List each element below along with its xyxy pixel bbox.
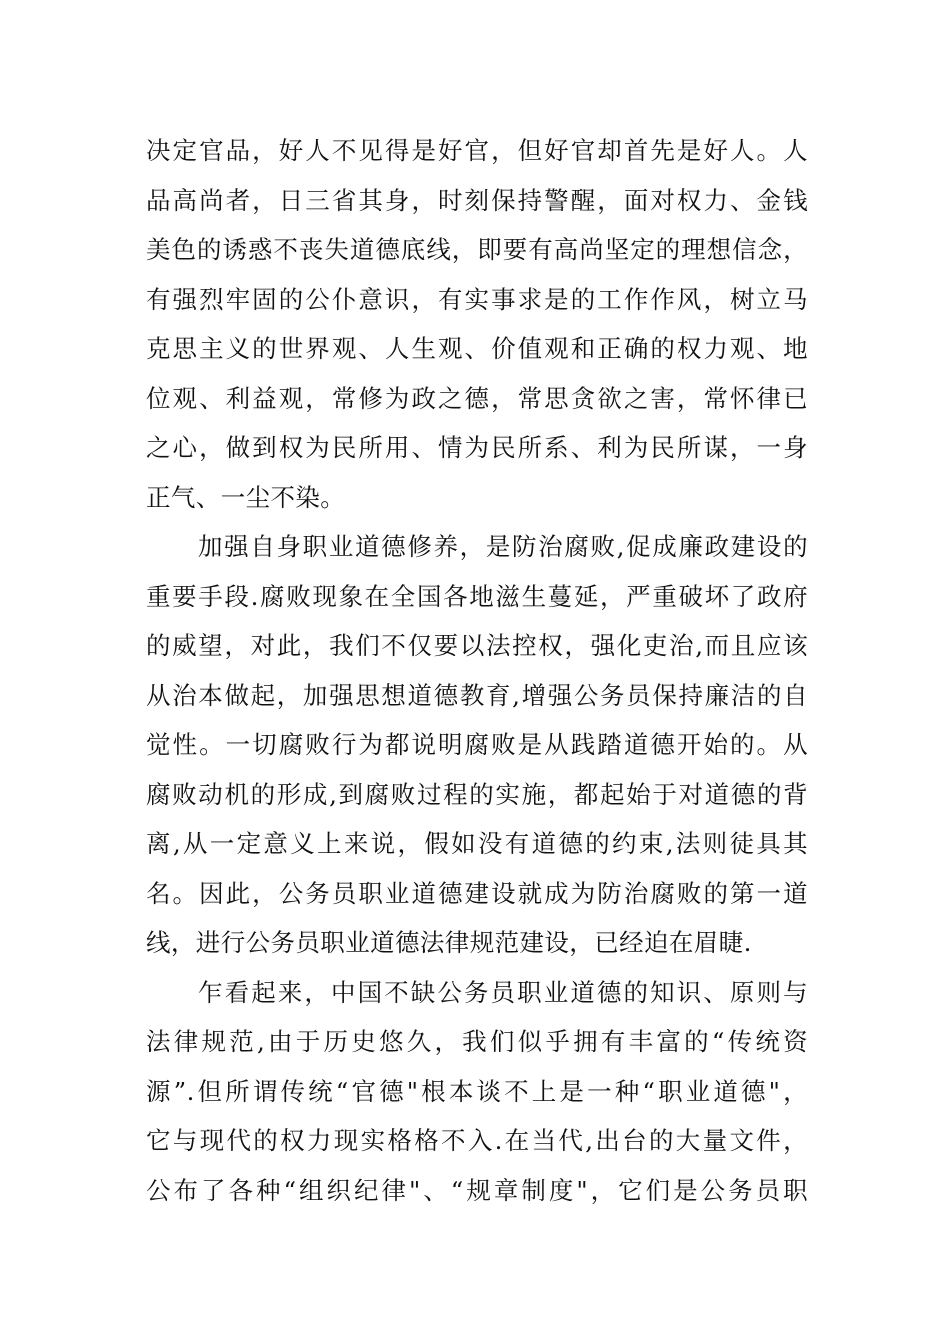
text-line: 它与现代的权力现实格格不入.在当代,出台的大量文件， [146,1126,808,1155]
text-line: 有强烈牢固的公仆意识，有实事求是的工作作风，树立马 [146,284,808,314]
text-line: 品高尚者，日三省其身，时刻保持警醒，面对权力、金钱 [146,185,808,215]
text-line: 美色的诱惑不丧失道德底线，即要有高尚坚定的理想信念， [146,235,808,264]
text-line: 法律规范,由于历史悠久，我们似乎拥有丰富的“传统资 [146,1027,808,1056]
text-line: 克思主义的世界观、人生观、价值观和正确的权力观、地 [146,334,808,363]
text-line: 重要手段.腐败现象在全国各地滋生蔓延，严重破坏了政府 [146,581,808,611]
text-line: 的威望，对此，我们不仅要以法控权，强化吏治,而且应该 [146,631,808,660]
text-line: 决定官品，好人不见得是好官，但好官却首先是好人。人 [146,136,808,165]
text-line: 觉性。一切腐败行为都说明腐败是从践踏道德开始的。从 [146,730,808,759]
text-line: 位观、利益观，常修为政之德，常思贪欲之害，常怀律已 [146,383,808,413]
text-line: 从治本做起，加强思想道德教育,增强公务员保持廉洁的自 [146,680,808,710]
paragraph-start-line: 乍看起来，中国不缺公务员职业道德的知识、原则与 [198,977,808,1007]
text-line: 腐败动机的形成,到腐败过程的实施，都起始于对道德的背 [146,779,808,809]
body-text [146,126,808,1215]
text-line: 正气、一尘不染。 [146,482,346,512]
text-line: 离,从一定意义上来说，假如没有道德的约束,法则徒具其 [146,829,808,858]
text-line: 线，进行公务员职业道德法律规范建设，已经迫在眉睫. [146,928,752,957]
text-line: 名。因此，公务员职业道德建设就成为防治腐败的第一道 [146,878,808,908]
text-line: 之心，做到权为民所用、情为民所系、利为民所谋，一身 [146,433,808,462]
paragraph-start-line: 加强自身职业道德修养，是防治腐败,促成廉政建设的 [198,532,808,561]
text-line: 公布了各种“组织纪律"、“规章制度"，它们是公务员职 [146,1175,808,1205]
text-line: 源”.但所谓传统“官德"根本谈不上是一种“职业道德"， [146,1076,808,1106]
